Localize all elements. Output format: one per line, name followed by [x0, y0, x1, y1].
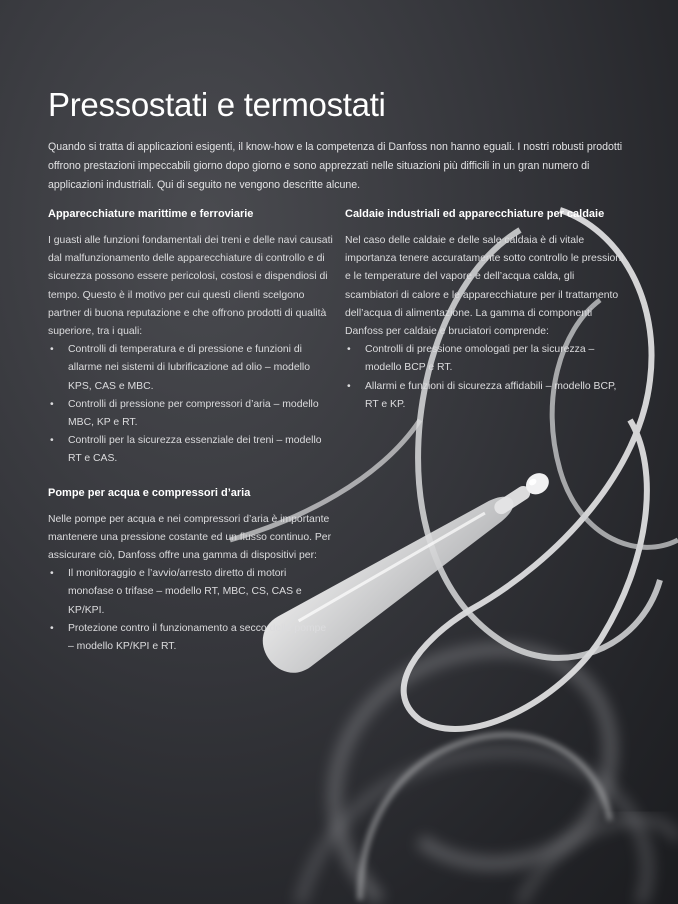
list-item-text: Protezione contro il funzionamento a secco delle pompe – modello KP/KPI e RT.	[68, 622, 327, 653]
bullet-list-boilers	[345, 341, 630, 414]
list-item	[48, 620, 333, 656]
bullet-icon: •	[347, 344, 351, 356]
right-column	[345, 206, 630, 414]
list-item-text: Controlli di pressione omologati per la sicurezza – modello BCP e RT.	[365, 344, 595, 374]
list-item	[345, 378, 630, 414]
bullet-list-marine-rail	[48, 341, 333, 468]
section-paragraph-marine-rail: I guasti alle funzioni fondamentali dei treni e delle navi causati dal malfunzionamento delle apparecchiature di controllo e di sicurezza possono essere pericolosi, costosi e dispendiosi di tempo. Questo è il motivo per cui questi clienti scelgono partner di buona reputazione e che offrono prodotti di qualità superiore, tra i quali:	[48, 235, 333, 338]
list-item	[48, 565, 333, 620]
list-item-text: Allarmi e funzioni di sicurezza affidabili – modello BCP, RT e KP.	[365, 380, 617, 410]
list-item	[48, 396, 333, 432]
list-item-text: Controlli di temperatura e di pressione e funzioni di allarme nei sistemi di lubrificazione ad olio – modello KPS, CAS e MBC.	[68, 344, 310, 392]
section-heading-marine-rail: Apparecchiature marittime e ferroviarie	[48, 208, 254, 220]
bullet-icon: •	[347, 380, 351, 392]
list-item-text: Controlli per la sicurezza essenziale dei treni – modello RT e CAS.	[68, 435, 322, 465]
left-column	[48, 206, 333, 656]
bullet-icon: •	[50, 568, 54, 580]
section-paragraph-boilers: Nel caso delle caldaie e delle sale caldaia è di vitale importanza tenere accuratamente sotto controllo le pressioni e le temperature del vapore e dell’acqua calda, gli scambiatori di calore e le apparecchiature per il trattamento dell’acqua di alimentazione. La gamma di componenti Danfoss per caldaie e bruciatori comprende:	[345, 235, 624, 338]
list-item-text: Controlli di pressione per compressori d’aria – modello MBC, KP e RT.	[68, 398, 319, 429]
list-item	[48, 341, 333, 396]
list-item-text: Il monitoraggio e l’avvio/arresto diretto di motori monofase o trifase – modello RT, MBC, CS, CAS e KP/KPI.	[68, 568, 302, 616]
bullet-icon: •	[50, 622, 54, 634]
list-item	[345, 341, 630, 377]
section-heading-pumps: Pompe per acqua e compressori d’aria	[48, 486, 251, 499]
bullet-icon: •	[50, 435, 54, 447]
bullet-icon: •	[50, 344, 54, 356]
list-item	[48, 432, 333, 468]
section-paragraph-pumps: Nelle pompe per acqua e nei compressori d’aria è importante mantenere una pressione costante ed un flusso continuo. Per assicurare ciò, Danfoss offre una gamma di dispositivi per:	[48, 513, 332, 562]
page-title: Pressostati e termostati	[48, 86, 386, 123]
intro-paragraph: Quando si tratta di applicazioni esigenti, il know-how e la competenza di Danfoss non hanno eguali. I nostri robusti prodotti offrono prestazioni impeccabili giorno dopo giorno e sono apprezzati nelle situazioni più difficili in un gran numero di applicazioni industriali. Qui di seguito ne vengono descritte alcune.	[48, 141, 623, 191]
section-heading-boilers: Caldaie industriali ed apparecchiature per caldaie	[345, 208, 605, 220]
bullet-list-pumps	[48, 565, 333, 656]
bullet-icon: •	[50, 398, 54, 410]
